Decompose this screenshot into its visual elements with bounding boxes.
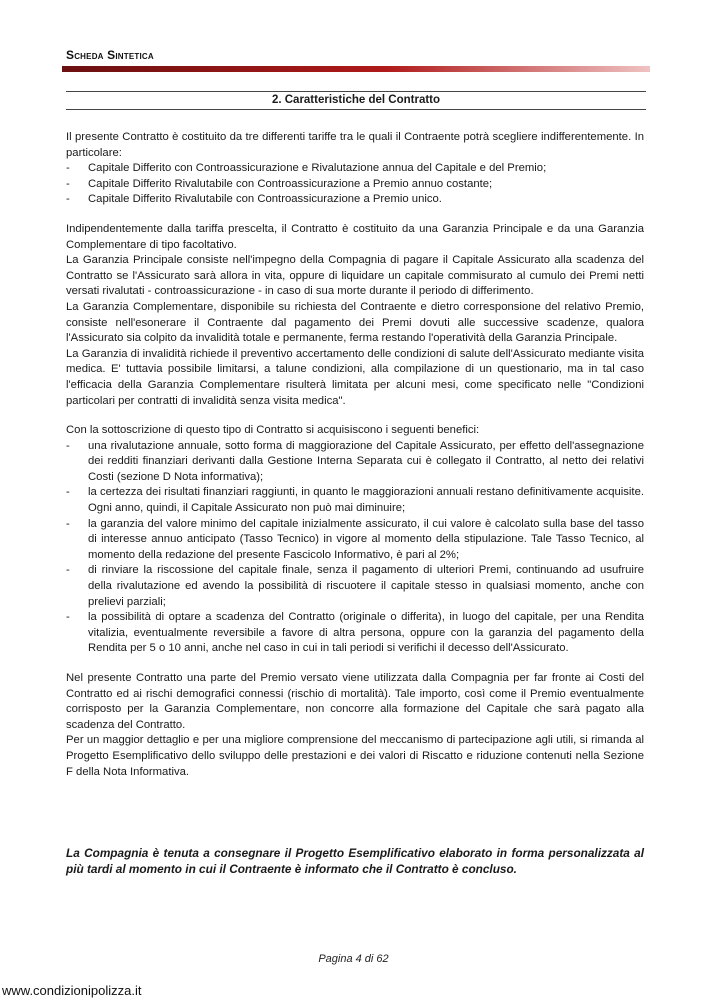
benefits-intro: Con la sottoscrizione di questo tipo di Contratto si acquisiscono i seguenti benefici: xyxy=(66,424,480,437)
list-item: - la certezza dei risultati finanziari raggiunti, in quanto le maggiorazioni annuali restano definitivamente acquisite. Ogni anno, quindi, il Capitale Assicurato non può mai diminuire; xyxy=(66,486,644,515)
header-rule xyxy=(62,66,650,72)
paragraph: La Garanzia Principale consiste nell'impegno della Compagnia di pagare il Capitale Assicurato alla scadenza del Contratto se l'Assicurato sarà allora in vita, oppure di liquidare un capitale commisurato al cumulo dei Premi netti versati rivalutati - controassicurazione - in caso di sua morte durante il periodo di differimento. xyxy=(66,254,644,298)
list-item: - Capitale Differito con Controassicurazione e Rivalutazione annua del Capitale e del Premio; xyxy=(66,162,547,175)
list-item: - Capitale Differito Rivalutabile con Controassicurazione a Premio unico. xyxy=(66,193,442,206)
header-title: Scheda Sintetica xyxy=(66,48,154,62)
intro-paragraph: Il presente Contratto è costituito da tre differenti tariffe tra le quali il Contraente potrà scegliere indifferentemente. In particolare: xyxy=(66,131,644,159)
document-header xyxy=(66,48,646,62)
paragraph: Nel presente Contratto una parte del Premio versato viene utilizzata dalla Compagnia per far fronte ai Costi del Contratto ed ai rischi demografici connessi (rischio di mortalità). Tale importo, così come il Premio eventualmente corrisposto per la Garanzia Complementare, non concorre alla formazione del Capitale che sarà pagato alla scadenza del Contratto. xyxy=(66,672,644,731)
notice-paragraph xyxy=(66,845,644,877)
list-item: - di rinviare la riscossione del capitale finale, senza il pagamento di ulteriori Premi, continuando ad usufruire della rivalutazione ed avendo la possibilità di riscuotere il capitale stesso in qualsiasi momento, anche con prelievi parziali; xyxy=(66,564,644,608)
page-number: Pagina 4 di 62 xyxy=(318,953,389,965)
document-body xyxy=(66,130,644,780)
notice-company: La Compagnia xyxy=(66,846,149,860)
paragraph: La Garanzia Complementare, disponibile su richiesta del Contraente e dietro corresponsione del relativo Premio, consiste nell'esonerare il Contraente dal pagamento dei Premi dovuti alle successive scadenze, qualora l'Assicurato sia colpito da invalidità totale e permanente, ferma restando l'operatività della Garanzia Principale. xyxy=(66,300,644,345)
footer-url[interactable]: www.condizionipolizza.it xyxy=(2,983,142,998)
list-item: - Capitale Differito Rivalutabile con Controassicurazione a Premio annuo costante; xyxy=(66,177,493,190)
paragraph: La Garanzia di invalidità richiede il preventivo accertamento delle condizioni di salute dell'Assicurato mediante visita medica. E' tuttavia possibile limitarsi, a talune condizioni, alla compilazione di un questionario, ma in tal caso l'efficacia della Garanzia Complementare risulterà limitata per alcuni mesi, come specificato nelle "Condizioni particolari per contratti di invalidità senza visita medica". xyxy=(66,347,644,407)
paragraph: Per un maggior dettaglio e per una migliore comprensione del meccanismo di partecipazione agli utili, si rimanda al Progetto Esemplificativo dello sviluppo delle prestazioni e dei valori di Riscatto e riduzione contenuti nella Sezione F della Nota Informativa. xyxy=(66,734,644,778)
benefits-list xyxy=(66,439,644,657)
notice-text: è tenuta a consegnare il Progetto Esemplificativo elaborato in forma personalizzata al più tardi al momento in cui il Contraente è informato che il Contratto è concluso. xyxy=(66,846,644,876)
tariff-list xyxy=(66,161,644,208)
list-item: - la possibilità di optare a scadenza del Contratto (originale o differita), in luogo del capitale, per una Rendita vitalizia, eventualmente reversibile a favore di altra persona, oppure con la garanzia del pagamento della Rendita per 5 o 10 anni, anche nel caso in cui in tali periodi si verifichi il decesso dell'Assicurato. xyxy=(66,611,644,655)
paragraph: Indipendentemente dalla tariffa prescelta, il Contratto è costituito da una Garanzia Principale e da una Garanzia Complementare di tipo facoltativo. xyxy=(66,222,644,251)
list-item: - la garanzia del valore minimo del capitale inizialmente assicurato, il cui valore è calcolato sulla base del tasso di interesse annuo anticipato (Tasso Tecnico) in vigore al momento della stipulazione. Tale Tasso Tecnico, al momento della redazione del presente Fascicolo Informativo, è pari al 2%; xyxy=(66,517,644,561)
list-item: - una rivalutazione annuale, sotto forma di maggiorazione del Capitale Assicurato, per effetto dell'assegnazione dei redditi finanziari derivanti dalla Gestione Interna Separata cui è collegato il Contratto, al netto dei relativi Costi (sezione D Nota informativa); xyxy=(66,439,644,483)
section-title: 2. Caratteristiche del Contratto xyxy=(66,91,646,110)
